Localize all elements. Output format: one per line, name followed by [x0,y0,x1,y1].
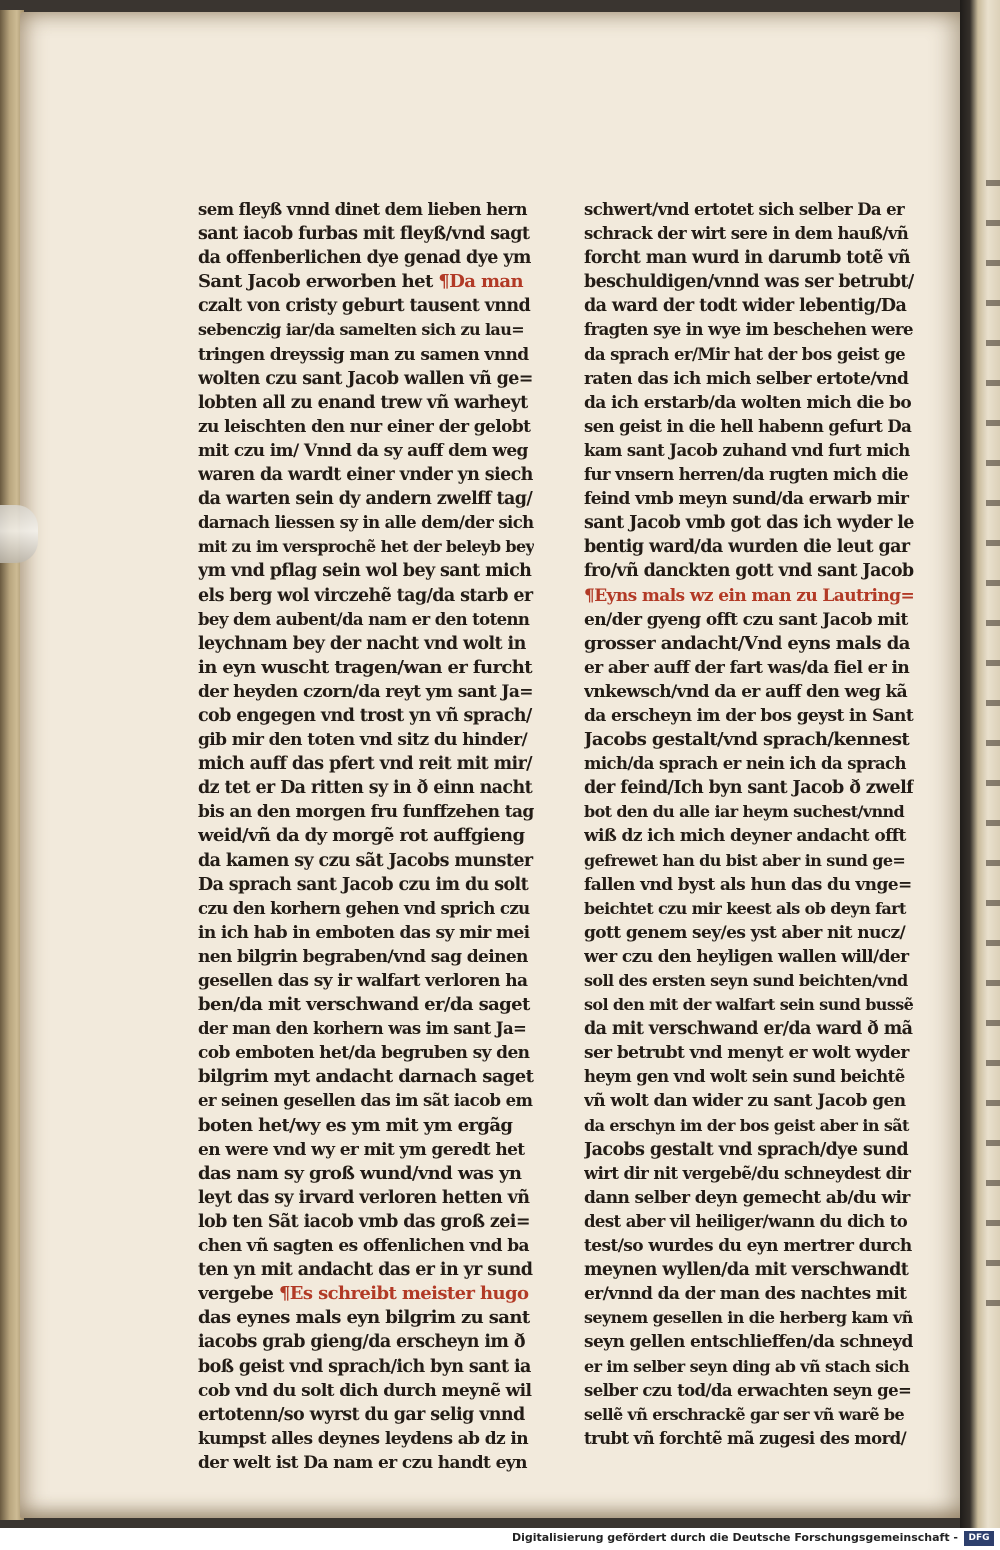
text-line: waren da wardt einer vnder yn siech [198,465,533,486]
text-line: els berg wol virczehẽ tag/da starb er [198,585,533,606]
text-line: boten het/wy es ym mit ym ergãg [198,1114,513,1136]
text-line: sem fleyß vnnd dinet dem lieben hern [198,200,527,219]
text-line: sant iacob furbas mit fleyß/vnd sagt [198,224,530,245]
text-line: fur vnsern herren/da rugten mich die [584,465,909,485]
text-line: boß geist vnd sprach/ich byn sant ia [198,1356,531,1377]
text-line: grosser andacht/Vnd eyns mals da [584,632,910,654]
text-line: beschuldigen/vnnd was ser betrubt/ [584,272,914,293]
facing-page-edge [984,180,1000,1340]
text-line: sellẽ vñ erschrackẽ gar ser vñ warẽ be [584,1404,905,1424]
text-line: leychnam bey der nacht vnd wolt in [198,633,526,654]
text-line: lob ten Sãt iacob vmb das groß zei= [198,1211,530,1232]
text-line: bilgrim myt andacht darnach saget [198,1066,534,1088]
text-line: er im selber seyn ding ab vñ stach sich [584,1356,910,1376]
text-column-left [198,198,534,1475]
text-line: das nam sy groß wund/vnd was yn [198,1162,522,1184]
text-line: kumpst alles deynes leydens ab dz in [198,1428,529,1449]
text-line: czu den korhern gehen vnd sprich czu [198,898,530,918]
text-line: Jacobs gestalt/vnd sprach/kennest [584,729,910,751]
text-line: gott genem sey/es yst aber nit nucz/ [584,922,906,943]
text-line: test/so wurdes du eyn mertrer durch [584,1236,912,1257]
text-line: er seinen gesellen das im sãt iacob em [198,1091,533,1111]
text-line: kam sant Jacob zuhand vnd furt mich [584,440,910,460]
text-line: zu leischten den nur einer der gelobt [198,416,531,437]
text-line: cob vnd du solt dich durch meynẽ wil [198,1380,532,1401]
text-line: feind vmb meyn sund/da erwarb mir [584,489,909,510]
text-line: mit czu im/ Vnnd da sy auff dem weg [198,440,528,461]
text-line: der man den korhern was im sant Ja= [198,1019,527,1039]
text-line: heym gen vnd wolt sein sund beichtẽ [584,1067,905,1087]
text-line: in ich hab in emboten das sy mir mei [198,922,530,943]
text-line: der welt ist Da nam er czu handt eyn [198,1452,527,1473]
text-line: wirt dir nit vergebẽ/du schneydest dir [584,1163,911,1183]
text-line: da offenberlichen dye genad dye ym [198,248,531,269]
text-line: vnkewsch/vnd da er auff den weg kã [584,681,908,702]
dfg-logo: DFG [964,1531,994,1546]
text-line: bey dem aubent/da nam er den totenn [198,609,530,629]
text-line: gib mir den toten vnd sitz du hinder/ [198,730,528,751]
text-line: vñ wolt dan wider zu sant Jacob gen [584,1091,906,1112]
text-line: beichtet czu mir keest als ob deyn fart [584,898,906,918]
text-line: mit zu im versprochẽ het der beleyb bey [198,537,534,557]
text-line: dest aber vil heiliger/wann du dich to [584,1211,908,1231]
text-column-right [584,198,914,1451]
text-line: trubt vñ forchtẽ mã zugesi des mord/ [584,1428,907,1448]
text-line: ten yn mit andacht das er in yr sund [198,1260,533,1281]
footer-bar [0,1528,1000,1550]
text-line: ¶Eyns mals wz ein man zu Lautring= [584,585,914,606]
text-line: ym vnd pflag sein wol bey sant mich [198,561,532,582]
text-line: dann selber deyn gemecht ab/du wir [584,1187,910,1208]
text-line: sen geist in die hell habenn gefurt Da [584,416,912,436]
text-line: mich auff das pfert vnd reit mit mir/ [198,754,532,775]
text-line: meynen wyllen/da mit verschwandt [584,1260,909,1281]
text-line: czalt von cristy geburt tausent vnnd [198,296,531,317]
text-line: forcht man wurd in darumb totẽ vñ [584,248,910,269]
text-line: da erscheyn im der bos geyst in Sant [584,705,914,726]
text-line: seyn gellen entschlieffen/da schneyd [584,1332,913,1353]
text-line: tringen dreyssig man zu samen vnnd [198,344,529,365]
text-line: gefrewet han du bist aber in sund ge= [584,850,906,870]
text-line: soll des ersten seyn sund beichten/vnd [584,971,908,990]
text-line: en/der gyeng offt czu sant Jacob mit [584,609,908,630]
text-line: da ich erstarb/da wolten mich die bo [584,392,912,413]
text-line: Jacobs gestalt vnd sprach/dye sund [584,1139,909,1160]
text-line: da erschyn im der bos geist aber in sãt [584,1115,909,1135]
text-line: leyt das sy irvard verloren hetten vñ [198,1187,530,1208]
text-line: schrack der wirt sere in dem hauß/vñ [584,224,909,244]
text-line: bot den du alle iar heym suchest/vnnd [584,802,905,822]
text-line: schwert/vnd ertotet sich selber Da er [584,200,905,219]
text-line: da sprach er/Mir hat der bos geist ge [584,344,906,364]
text-line: cob emboten het/da begruben sy den [198,1043,530,1064]
text-line: da ward der todt wider lebentig/Da [584,296,907,317]
text-line: sol den mit der walfart sein sund bussẽ [584,995,914,1015]
text-line: selber czu tod/da erwachten seyn ge= [584,1380,912,1400]
text-line: er aber auff der fart was/da fiel er in [584,657,910,678]
text-line: ben/da mit verschwand er/da saget [198,994,530,1016]
text-line: seynem gesellen in die herberg kam vñ [584,1308,913,1328]
text-line: da kamen sy czu sãt Jacobs munster [198,850,533,871]
text-line: fallen vnd byst als hun das du vnge= [584,874,912,895]
text-line: fro/vñ danckten gott vnd sant Jacob [584,561,914,582]
text-line: bis an den morgen fru funffzehen tag [198,802,534,823]
text-line: in eyn wuscht tragen/wan er furcht [198,656,532,678]
text-line: ertotenn/so wyrst du gar selig vnnd [198,1404,525,1425]
text-line: raten das ich mich selber ertote/vnd [584,368,909,389]
text-line: dz tet er Da ritten sy in ð einn nacht [198,778,533,799]
text-line: Sant Jacob erworben het ¶Da man [198,271,523,293]
text-line: chen vñ sagten es offenlichen vnd ba [198,1236,529,1257]
text-line: das eynes mals eyn bilgrim zu sant [198,1307,530,1329]
text-line: wolten czu sant Jacob wallen vñ ge= [198,368,533,389]
text-line: fragten sye in wye im beschehen were [584,320,913,340]
text-line: en were vnd wy er mit ym geredt het [198,1139,525,1160]
text-line: da mit verschwand er/da ward ð mã [584,1019,913,1040]
page-clip [0,505,38,563]
text-line: nen bilgrin begraben/vnd sag deinen [198,946,528,967]
text-line: gesellen das sy ir walfart verloren ha [198,971,528,991]
text-line: cob engegen vnd trost yn vñ sprach/ [198,705,532,726]
text-line: sant Jacob vmb got das ich wyder le [584,513,914,534]
text-line: er/vnnd da der man des nachtes mit [584,1284,907,1305]
text-line: sebenczig iar/da samelten sich zu lau= [198,320,525,340]
text-line: lobten all zu enand trew vñ warheyt [198,392,528,413]
text-line: mich/da sprach er nein ich da sprach [584,754,906,774]
text-line: Da sprach sant Jacob czu im du solt [198,874,529,895]
text-line: weid/vñ da dy morgẽ rot auffgieng [198,825,525,847]
text-line: vergebe ¶Es schreibt meister hugo [198,1283,529,1305]
text-line: wiß dz ich mich deyner andacht offt [584,826,906,847]
text-line: wer czu den heyligen wallen will/der [584,946,909,967]
text-line: der heyden czorn/da reyt ym sant Ja= [198,681,533,702]
footer-credit: Digitalisierung gefördert durch die Deutsche Forschungsgemeinschaft - [511,1531,958,1544]
text-line: ser betrubt vnd menyt er wolt wyder [584,1043,909,1064]
text-line: iacobs grab gieng/da erscheyn im ð [198,1332,525,1353]
text-line: da warten sein dy andern zwelff tag/ [198,489,533,510]
text-line: bentig ward/da wurden die leut gar [584,537,910,558]
text-line: darnach liessen sy in alle dem/der sich [198,513,534,533]
text-line: der feind/Ich byn sant Jacob ð zwelf [584,778,914,799]
